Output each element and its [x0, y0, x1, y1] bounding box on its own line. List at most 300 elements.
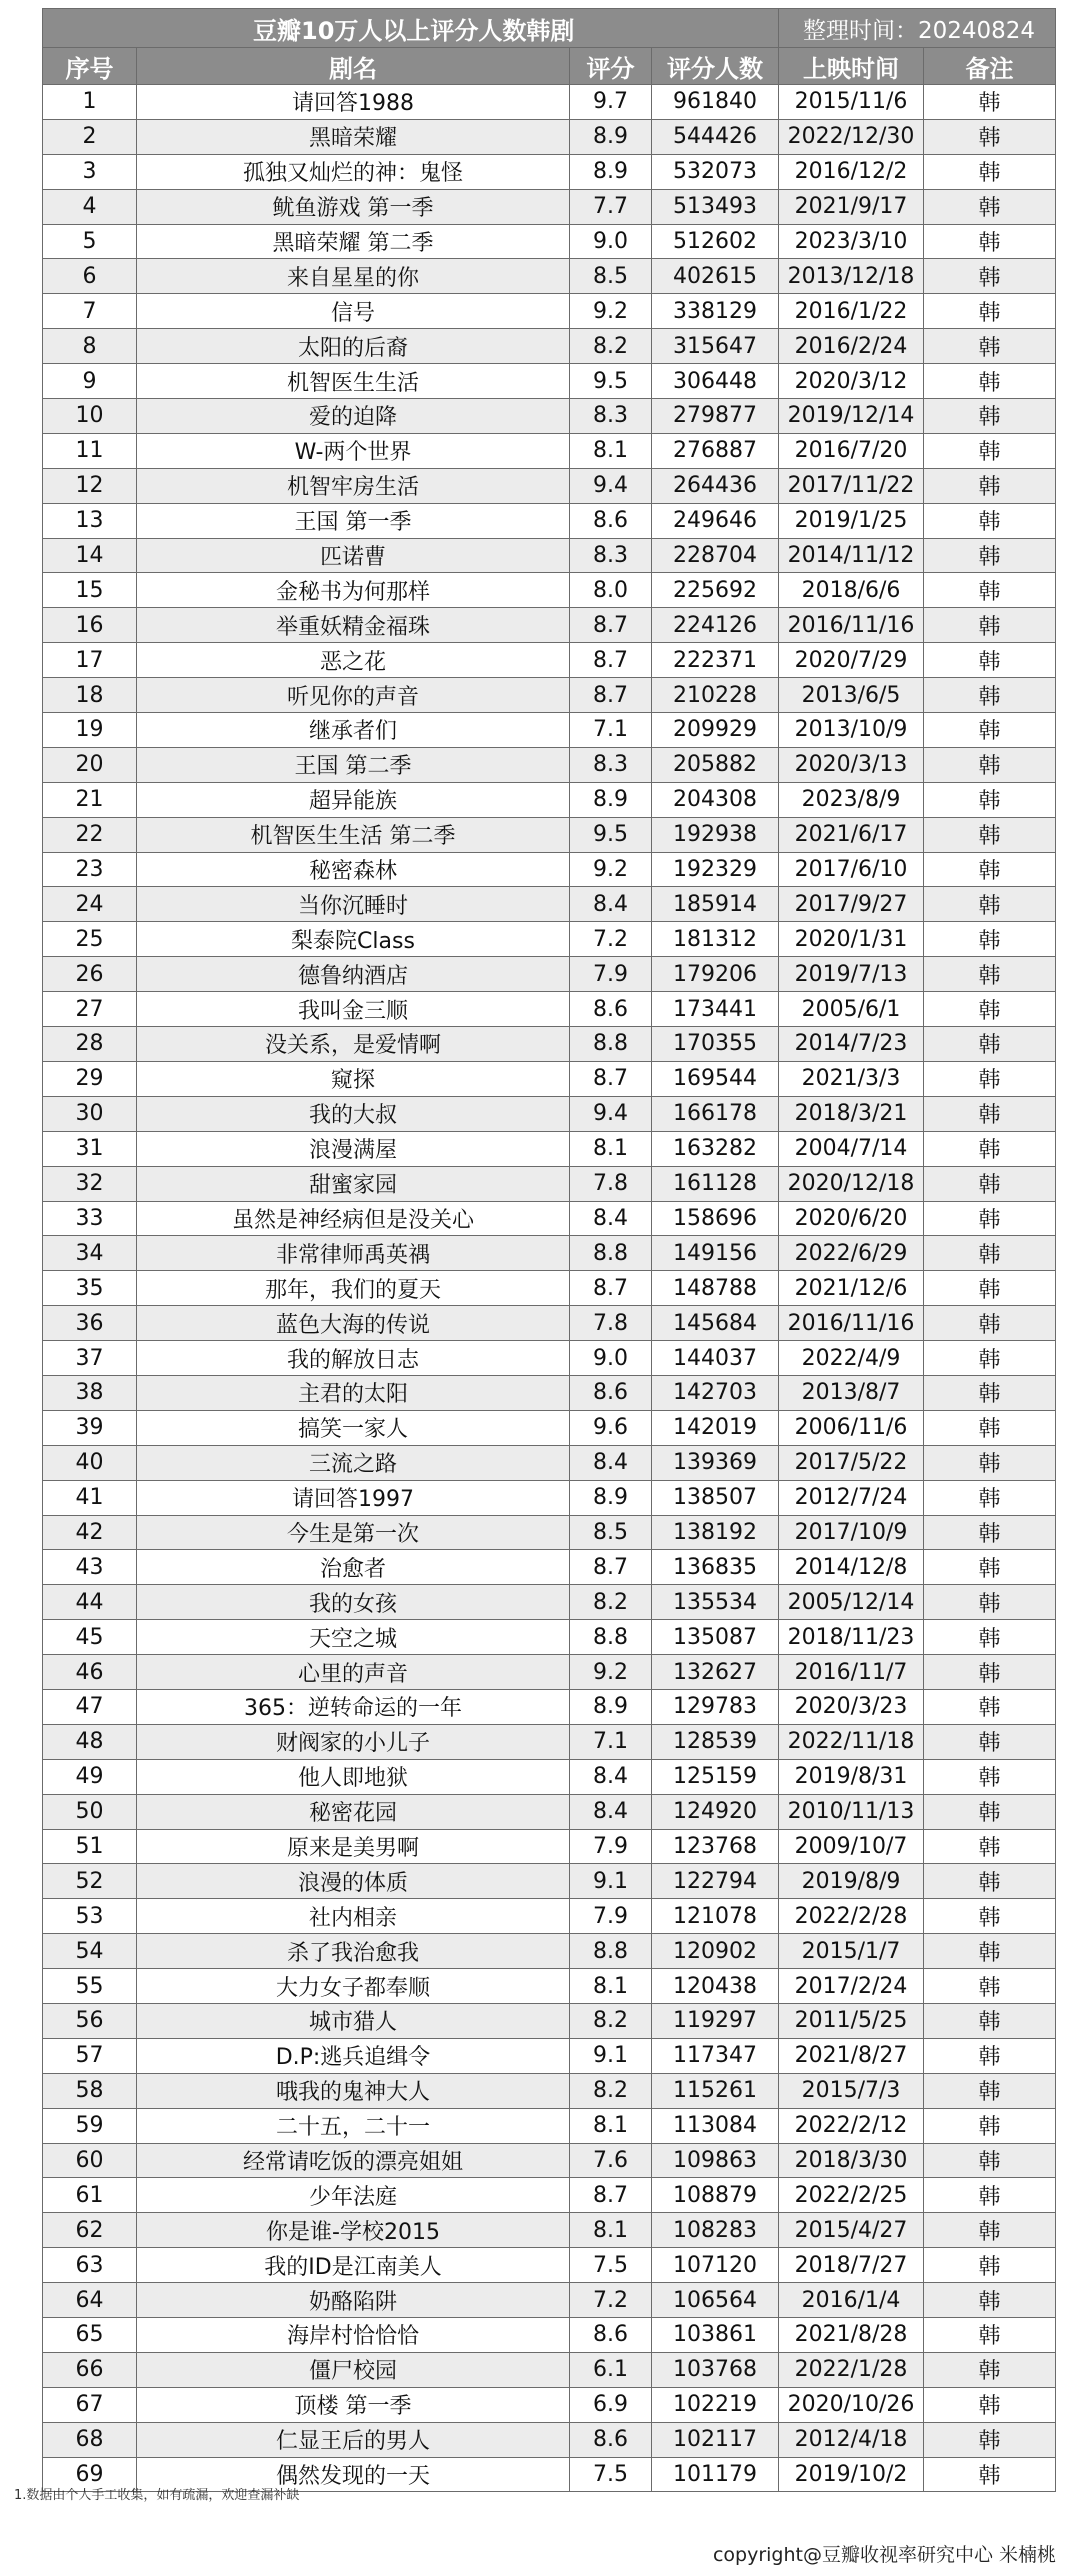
cell-release-date: 2019/8/31 — [779, 1759, 924, 1794]
cell-title: 继承者们 — [137, 713, 570, 748]
cell-score: 8.4 — [570, 1445, 652, 1480]
cell-rank: 8 — [43, 329, 137, 364]
cell-votes: 113084 — [652, 2108, 779, 2143]
cell-votes: 169544 — [652, 1061, 779, 1096]
cell-title: 匹诺曹 — [137, 538, 570, 573]
cell-release-date: 2017/10/9 — [779, 1515, 924, 1550]
cell-score: 9.2 — [570, 1655, 652, 1690]
table-row — [43, 2248, 1056, 2283]
cell-release-date: 2021/8/27 — [779, 2038, 924, 2073]
cell-rank: 24 — [43, 887, 137, 922]
table-row — [43, 1445, 1056, 1480]
cell-title: 经常请吃饭的漂亮姐姐 — [137, 2143, 570, 2178]
cell-note: 韩 — [924, 2422, 1056, 2457]
cell-release-date: 2019/12/14 — [779, 399, 924, 434]
cell-note: 韩 — [924, 2038, 1056, 2073]
cell-title: 海岸村恰恰恰 — [137, 2318, 570, 2353]
cell-release-date: 2015/7/3 — [779, 2073, 924, 2108]
cell-title: 王国 第二季 — [137, 747, 570, 782]
cell-note: 韩 — [924, 678, 1056, 713]
cell-votes: 158696 — [652, 1201, 779, 1236]
table-row — [43, 259, 1056, 294]
cell-votes: 306448 — [652, 364, 779, 399]
cell-score: 6.1 — [570, 2352, 652, 2387]
table-row — [43, 1515, 1056, 1550]
cell-note: 韩 — [924, 2178, 1056, 2213]
cell-rank: 55 — [43, 1969, 137, 2004]
table-row — [43, 643, 1056, 678]
cell-release-date: 2013/8/7 — [779, 1375, 924, 1410]
cell-release-date: 2020/1/31 — [779, 922, 924, 957]
cell-title: 社内相亲 — [137, 1899, 570, 1934]
cell-release-date: 2016/11/16 — [779, 608, 924, 643]
cell-note: 韩 — [924, 1236, 1056, 1271]
cell-title: 请回答1988 — [137, 85, 570, 120]
table-row — [43, 852, 1056, 887]
cell-release-date: 2017/2/24 — [779, 1969, 924, 2004]
header-rank: 序号 — [43, 48, 137, 85]
cell-release-date: 2019/8/9 — [779, 1864, 924, 1899]
cell-title: 孤独又灿烂的神：鬼怪 — [137, 154, 570, 189]
cell-note: 韩 — [924, 1620, 1056, 1655]
header-note: 备注 — [924, 48, 1056, 85]
cell-title: 金秘书为何那样 — [137, 573, 570, 608]
cell-votes: 124920 — [652, 1794, 779, 1829]
cell-note: 韩 — [924, 887, 1056, 922]
cell-title: 机智医生生活 第二季 — [137, 817, 570, 852]
cell-score: 8.1 — [570, 1131, 652, 1166]
cell-note: 韩 — [924, 922, 1056, 957]
table-row — [43, 2108, 1056, 2143]
cell-score: 8.5 — [570, 1515, 652, 1550]
cell-note: 韩 — [924, 1515, 1056, 1550]
cell-note: 韩 — [924, 2283, 1056, 2318]
cell-score: 8.9 — [570, 1689, 652, 1724]
table-row — [43, 1236, 1056, 1271]
cell-score: 8.4 — [570, 887, 652, 922]
cell-votes: 166178 — [652, 1096, 779, 1131]
cell-title: 秘密森林 — [137, 852, 570, 887]
table-row — [43, 2073, 1056, 2108]
cell-votes: 139369 — [652, 1445, 779, 1480]
cell-rank: 41 — [43, 1480, 137, 1515]
cell-rank: 60 — [43, 2143, 137, 2178]
cell-release-date: 2018/11/23 — [779, 1620, 924, 1655]
cell-note: 韩 — [924, 189, 1056, 224]
cell-release-date: 2018/7/27 — [779, 2248, 924, 2283]
cell-votes: 138507 — [652, 1480, 779, 1515]
table-row — [43, 782, 1056, 817]
cell-note: 韩 — [924, 1306, 1056, 1341]
cell-note: 韩 — [924, 1794, 1056, 1829]
cell-rank: 3 — [43, 154, 137, 189]
cell-votes: 136835 — [652, 1550, 779, 1585]
cell-title: 我的女孩 — [137, 1585, 570, 1620]
cell-release-date: 2020/12/18 — [779, 1166, 924, 1201]
cell-votes: 103861 — [652, 2318, 779, 2353]
cell-release-date: 2017/6/10 — [779, 852, 924, 887]
cell-release-date: 2020/7/29 — [779, 643, 924, 678]
table-row — [43, 747, 1056, 782]
cell-release-date: 2014/11/12 — [779, 538, 924, 573]
cell-score: 8.2 — [570, 2003, 652, 2038]
cell-rank: 50 — [43, 1794, 137, 1829]
cell-score: 8.5 — [570, 259, 652, 294]
cell-title: 甜蜜家园 — [137, 1166, 570, 1201]
cell-note: 韩 — [924, 713, 1056, 748]
cell-note: 韩 — [924, 1480, 1056, 1515]
cell-score: 9.0 — [570, 1341, 652, 1376]
cell-release-date: 2021/12/6 — [779, 1271, 924, 1306]
cell-votes: 204308 — [652, 782, 779, 817]
cell-votes: 108879 — [652, 2178, 779, 2213]
table-row — [43, 678, 1056, 713]
cell-score: 8.4 — [570, 1759, 652, 1794]
cell-release-date: 2012/7/24 — [779, 1480, 924, 1515]
table-row — [43, 1585, 1056, 1620]
cell-title: 黑暗荣耀 — [137, 119, 570, 154]
cell-title: 财阀家的小儿子 — [137, 1724, 570, 1759]
cell-votes: 513493 — [652, 189, 779, 224]
cell-rank: 7 — [43, 294, 137, 329]
table-title: 豆瓣10万人以上评分人数韩剧 — [43, 9, 779, 48]
copyright: copyright@豆瓣收视率研究中心 米楠桃 — [712, 2544, 1056, 2566]
cell-title: 举重妖精金福珠 — [137, 608, 570, 643]
cell-rank: 44 — [43, 1585, 137, 1620]
table-row — [43, 1410, 1056, 1445]
cell-votes: 512602 — [652, 224, 779, 259]
cell-votes: 132627 — [652, 1655, 779, 1690]
cell-rank: 69 — [43, 2457, 137, 2492]
cell-note: 韩 — [924, 2143, 1056, 2178]
cell-title: 没关系，是爱情啊 — [137, 1027, 570, 1062]
cell-rank: 59 — [43, 2108, 137, 2143]
cell-score: 7.9 — [570, 957, 652, 992]
table-row — [43, 1689, 1056, 1724]
cell-rank: 36 — [43, 1306, 137, 1341]
cell-title: 我的ID是江南美人 — [137, 2248, 570, 2283]
cell-title: 搞笑一家人 — [137, 1410, 570, 1445]
table-row — [43, 2003, 1056, 2038]
cell-release-date: 2015/1/7 — [779, 1934, 924, 1969]
cell-rank: 20 — [43, 747, 137, 782]
cell-note: 韩 — [924, 1341, 1056, 1376]
cell-score: 8.3 — [570, 399, 652, 434]
cell-votes: 117347 — [652, 2038, 779, 2073]
cell-title: 偶然发现的一天 — [137, 2457, 570, 2492]
header-release-date: 上映时间 — [779, 48, 924, 85]
table-row — [43, 2318, 1056, 2353]
cell-rank: 17 — [43, 643, 137, 678]
cell-release-date: 2009/10/7 — [779, 1829, 924, 1864]
cell-votes: 225692 — [652, 573, 779, 608]
cell-title: 黑暗荣耀 第二季 — [137, 224, 570, 259]
cell-note: 韩 — [924, 1096, 1056, 1131]
cell-votes: 119297 — [652, 2003, 779, 2038]
table-row — [43, 503, 1056, 538]
cell-title: 当你沉睡时 — [137, 887, 570, 922]
cell-note: 韩 — [924, 2003, 1056, 2038]
cell-release-date: 2023/3/10 — [779, 224, 924, 259]
title-row — [43, 9, 1056, 48]
table-row — [43, 1759, 1056, 1794]
cell-release-date: 2016/1/22 — [779, 294, 924, 329]
cell-votes: 144037 — [652, 1341, 779, 1376]
cell-title: 秘密花园 — [137, 1794, 570, 1829]
cell-title: 365：逆转命运的一年 — [137, 1689, 570, 1724]
cell-release-date: 2016/12/2 — [779, 154, 924, 189]
cell-score: 9.2 — [570, 294, 652, 329]
cell-score: 8.3 — [570, 538, 652, 573]
table-row — [43, 1271, 1056, 1306]
table-row — [43, 224, 1056, 259]
table-row — [43, 608, 1056, 643]
cell-release-date: 2021/3/3 — [779, 1061, 924, 1096]
cell-note: 韩 — [924, 747, 1056, 782]
cell-title: 信号 — [137, 294, 570, 329]
cell-note: 韩 — [924, 1864, 1056, 1899]
cell-rank: 1 — [43, 85, 137, 120]
cell-rank: 68 — [43, 2422, 137, 2457]
cell-note: 韩 — [924, 399, 1056, 434]
cell-note: 韩 — [924, 1131, 1056, 1166]
cell-title: 非常律师禹英禑 — [137, 1236, 570, 1271]
cell-rank: 10 — [43, 399, 137, 434]
cell-votes: 128539 — [652, 1724, 779, 1759]
cell-release-date: 2014/7/23 — [779, 1027, 924, 1062]
cell-votes: 544426 — [652, 119, 779, 154]
cell-rank: 48 — [43, 1724, 137, 1759]
drama-table — [42, 8, 1056, 2492]
footnote: 1.数据由个人手工收集，如有疏漏，欢迎查漏补缺 — [14, 2488, 300, 2503]
cell-votes: 148788 — [652, 1271, 779, 1306]
table-row — [43, 1341, 1056, 1376]
cell-score: 8.6 — [570, 2318, 652, 2353]
cell-note: 韩 — [924, 1445, 1056, 1480]
cell-note: 韩 — [924, 433, 1056, 468]
cell-note: 韩 — [924, 1829, 1056, 1864]
cell-title: 那年，我们的夏天 — [137, 1271, 570, 1306]
cell-note: 韩 — [924, 259, 1056, 294]
cell-release-date: 2022/1/28 — [779, 2352, 924, 2387]
cell-rank: 27 — [43, 992, 137, 1027]
cell-release-date: 2019/10/2 — [779, 2457, 924, 2492]
cell-rank: 15 — [43, 573, 137, 608]
cell-votes: 402615 — [652, 259, 779, 294]
cell-rank: 66 — [43, 2352, 137, 2387]
cell-release-date: 2020/3/12 — [779, 364, 924, 399]
table-row — [43, 119, 1056, 154]
cell-rank: 63 — [43, 2248, 137, 2283]
cell-note: 韩 — [924, 1375, 1056, 1410]
cell-votes: 138192 — [652, 1515, 779, 1550]
cell-rank: 37 — [43, 1341, 137, 1376]
cell-release-date: 2004/7/14 — [779, 1131, 924, 1166]
cell-votes: 123768 — [652, 1829, 779, 1864]
cell-title: 梨泰院Class — [137, 922, 570, 957]
cell-note: 韩 — [924, 1201, 1056, 1236]
cell-release-date: 2020/6/20 — [779, 1201, 924, 1236]
table-row — [43, 1201, 1056, 1236]
cell-title: 大力女子都奉顺 — [137, 1969, 570, 2004]
cell-title: 僵尸校园 — [137, 2352, 570, 2387]
cell-score: 7.8 — [570, 1306, 652, 1341]
cell-title: 浪漫的体质 — [137, 1864, 570, 1899]
cell-score: 8.9 — [570, 154, 652, 189]
cell-votes: 121078 — [652, 1899, 779, 1934]
table-row — [43, 1724, 1056, 1759]
cell-rank: 46 — [43, 1655, 137, 1690]
cell-note: 韩 — [924, 1550, 1056, 1585]
cell-score: 9.6 — [570, 1410, 652, 1445]
cell-rank: 43 — [43, 1550, 137, 1585]
cell-rank: 65 — [43, 2318, 137, 2353]
table-row — [43, 2387, 1056, 2422]
cell-score: 9.1 — [570, 1864, 652, 1899]
header-score: 评分 — [570, 48, 652, 85]
table-row — [43, 817, 1056, 852]
cell-rank: 12 — [43, 468, 137, 503]
cell-score: 8.9 — [570, 782, 652, 817]
cell-score: 8.6 — [570, 1375, 652, 1410]
table-row — [43, 2352, 1056, 2387]
cell-title: 城市猎人 — [137, 2003, 570, 2038]
cell-note: 韩 — [924, 224, 1056, 259]
cell-release-date: 2022/2/25 — [779, 2178, 924, 2213]
cell-score: 8.8 — [570, 1620, 652, 1655]
cell-score: 8.7 — [570, 2178, 652, 2213]
cell-title: 来自星星的你 — [137, 259, 570, 294]
cell-rank: 35 — [43, 1271, 137, 1306]
cell-score: 7.2 — [570, 2283, 652, 2318]
cell-release-date: 2022/6/29 — [779, 1236, 924, 1271]
cell-score: 8.7 — [570, 1550, 652, 1585]
cell-votes: 149156 — [652, 1236, 779, 1271]
compile-time: 整理时间：20240824 — [779, 9, 1056, 48]
cell-rank: 56 — [43, 2003, 137, 2038]
cell-score: 7.2 — [570, 922, 652, 957]
cell-title: 奶酪陷阱 — [137, 2283, 570, 2318]
cell-rank: 34 — [43, 1236, 137, 1271]
cell-rank: 62 — [43, 2213, 137, 2248]
cell-score: 7.1 — [570, 713, 652, 748]
cell-title: 德鲁纳酒店 — [137, 957, 570, 992]
cell-score: 8.9 — [570, 119, 652, 154]
ranking-sheet — [42, 8, 1055, 2492]
cell-score: 7.9 — [570, 1829, 652, 1864]
cell-score: 8.0 — [570, 573, 652, 608]
cell-rank: 14 — [43, 538, 137, 573]
table-row — [43, 1061, 1056, 1096]
cell-votes: 276887 — [652, 433, 779, 468]
cell-score: 8.1 — [570, 1969, 652, 2004]
cell-votes: 161128 — [652, 1166, 779, 1201]
cell-rank: 30 — [43, 1096, 137, 1131]
cell-score: 7.5 — [570, 2457, 652, 2492]
cell-votes: 264436 — [652, 468, 779, 503]
cell-title: 浪漫满屋 — [137, 1131, 570, 1166]
cell-votes: 109863 — [652, 2143, 779, 2178]
cell-release-date: 2017/11/22 — [779, 468, 924, 503]
cell-release-date: 2022/11/18 — [779, 1724, 924, 1759]
cell-release-date: 2022/2/28 — [779, 1899, 924, 1934]
table-row — [43, 189, 1056, 224]
table-row — [43, 399, 1056, 434]
cell-votes: 102117 — [652, 2422, 779, 2457]
table-row — [43, 1934, 1056, 1969]
cell-votes: 101179 — [652, 2457, 779, 2492]
table-row — [43, 154, 1056, 189]
cell-note: 韩 — [924, 1166, 1056, 1201]
cell-votes: 192329 — [652, 852, 779, 887]
cell-release-date: 2016/7/20 — [779, 433, 924, 468]
table-row — [43, 573, 1056, 608]
table-row — [43, 1550, 1056, 1585]
cell-title: 窥探 — [137, 1061, 570, 1096]
table-row — [43, 1864, 1056, 1899]
table-row — [43, 1306, 1056, 1341]
cell-note: 韩 — [924, 85, 1056, 120]
cell-score: 9.0 — [570, 224, 652, 259]
table-row — [43, 468, 1056, 503]
cell-title: 原来是美男啊 — [137, 1829, 570, 1864]
cell-note: 韩 — [924, 1759, 1056, 1794]
cell-title: 听见你的声音 — [137, 678, 570, 713]
cell-score: 8.3 — [570, 747, 652, 782]
cell-votes: 102219 — [652, 2387, 779, 2422]
cell-votes: 135534 — [652, 1585, 779, 1620]
table-row — [43, 1375, 1056, 1410]
cell-note: 韩 — [924, 2213, 1056, 2248]
cell-note: 韩 — [924, 643, 1056, 678]
cell-rank: 16 — [43, 608, 137, 643]
cell-release-date: 2014/12/8 — [779, 1550, 924, 1585]
cell-title: 请回答1997 — [137, 1480, 570, 1515]
cell-rank: 18 — [43, 678, 137, 713]
cell-score: 8.1 — [570, 2213, 652, 2248]
cell-title: 二十五，二十一 — [137, 2108, 570, 2143]
table-row — [43, 364, 1056, 399]
cell-score: 7.9 — [570, 1899, 652, 1934]
cell-rank: 39 — [43, 1410, 137, 1445]
cell-rank: 38 — [43, 1375, 137, 1410]
table-row — [43, 1655, 1056, 1690]
table-row — [43, 1969, 1056, 2004]
cell-title: 主君的太阳 — [137, 1375, 570, 1410]
cell-release-date: 2018/6/6 — [779, 573, 924, 608]
cell-note: 韩 — [924, 2073, 1056, 2108]
cell-title: 三流之路 — [137, 1445, 570, 1480]
table-row — [43, 2178, 1056, 2213]
cell-votes: 106564 — [652, 2283, 779, 2318]
cell-score: 7.5 — [570, 2248, 652, 2283]
cell-title: 今生是第一次 — [137, 1515, 570, 1550]
cell-votes: 107120 — [652, 2248, 779, 2283]
cell-note: 韩 — [924, 468, 1056, 503]
cell-rank: 57 — [43, 2038, 137, 2073]
cell-release-date: 2020/10/26 — [779, 2387, 924, 2422]
cell-rank: 4 — [43, 189, 137, 224]
cell-title: 我的解放日志 — [137, 1341, 570, 1376]
cell-release-date: 2017/9/27 — [779, 887, 924, 922]
cell-note: 韩 — [924, 119, 1056, 154]
cell-votes: 129783 — [652, 1689, 779, 1724]
cell-rank: 64 — [43, 2283, 137, 2318]
header-row — [43, 48, 1056, 85]
cell-score: 8.2 — [570, 329, 652, 364]
cell-votes: 222371 — [652, 643, 779, 678]
cell-title: 他人即地狱 — [137, 1759, 570, 1794]
